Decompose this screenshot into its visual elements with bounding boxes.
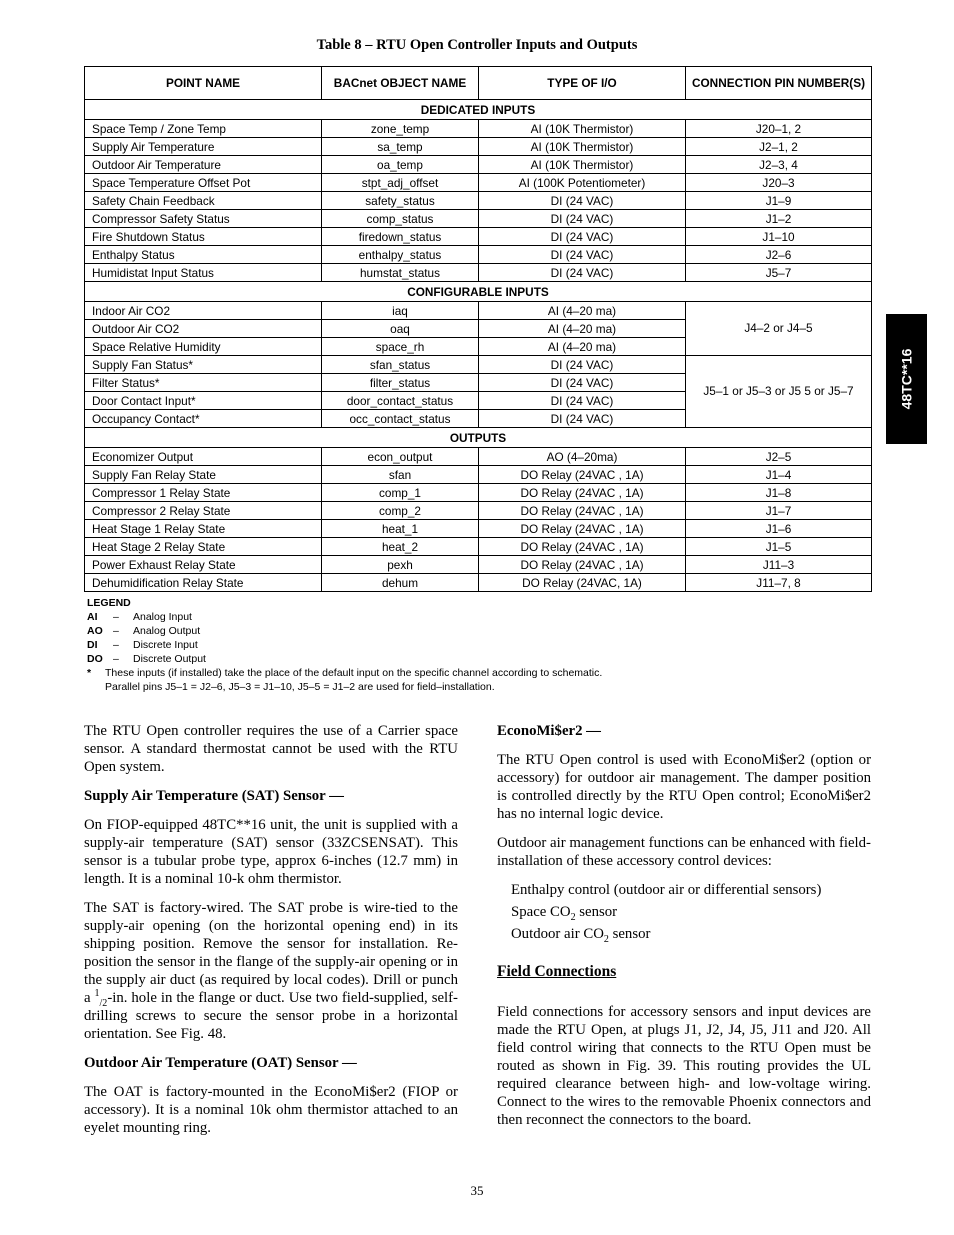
table-cell: J1–9 bbox=[686, 192, 872, 210]
table-cell: DI (24 VAC) bbox=[479, 192, 686, 210]
right-column bbox=[497, 722, 871, 1140]
accessory-item: Enthalpy control (outdoor air or differential sensors) bbox=[511, 882, 822, 898]
table-cell: Economizer Output bbox=[85, 448, 322, 466]
table-cell: DI (24 VAC) bbox=[479, 210, 686, 228]
table-cell: DI (24 VAC) bbox=[479, 356, 686, 374]
table-cell: Power Exhaust Relay State bbox=[85, 556, 322, 574]
table-cell: econ_output bbox=[322, 448, 479, 466]
table-cell: AI (4–20 ma) bbox=[479, 302, 686, 320]
paragraph: The RTU Open control is used with EconoMi$er2 (option or accessory) for outdoor air management. The damper position is controlled directly by the RTU Open control; EconoMi$er2 has no internal logic device. bbox=[497, 752, 871, 822]
table-cell: J20–3 bbox=[686, 174, 872, 192]
legend-item: DO – Discrete Output bbox=[87, 653, 206, 665]
table-cell: heat_2 bbox=[322, 538, 479, 556]
legend-item: AO – Analog Output bbox=[87, 625, 201, 637]
table-row bbox=[85, 210, 872, 228]
table-cell: J1–5 bbox=[686, 538, 872, 556]
heading-field-connections: Field Connections bbox=[497, 963, 617, 980]
table-cell: space_rh bbox=[322, 338, 479, 356]
table-cell: Space Temp / Zone Temp bbox=[85, 120, 322, 138]
table-row bbox=[85, 574, 872, 592]
paragraph: The SAT is factory-wired. The SAT probe is wire-tied to the supply-air opening (on the horizontal opening end) in its shipping position. Remove the sensor for installation. Re-position the sensor in the flange of the supply-air opening or in the supply air duct (as required by local codes). Drill or punch a $^1_{/2}$-in. hole in the flange or duct. Use two field-supplied, self-drilling screws to secure the sensor probe in a horizontal orientation. See Fig. 48. bbox=[84, 900, 458, 1042]
table-cell: DO Relay (24VAC , 1A) bbox=[479, 538, 686, 556]
table-cell: comp_status bbox=[322, 210, 479, 228]
table-cell: Compressor 1 Relay State bbox=[85, 484, 322, 502]
accessory-item: Space $CO_2$ sensor bbox=[511, 904, 618, 923]
accessory-item: Outdoor air $CO_2$ sensor bbox=[511, 926, 651, 945]
table-cell: DO Relay (24VAC, 1A) bbox=[479, 574, 686, 592]
table-cell: DO Relay (24VAC , 1A) bbox=[479, 484, 686, 502]
table-cell: J2–1, 2 bbox=[686, 138, 872, 156]
table-cell: sfan bbox=[322, 466, 479, 484]
table-cell: DO Relay (24VAC , 1A) bbox=[479, 502, 686, 520]
table-cell: Outdoor Air CO2 bbox=[85, 320, 322, 338]
table-cell: Indoor Air CO2 bbox=[85, 302, 322, 320]
table-row bbox=[85, 174, 872, 192]
table-row bbox=[85, 246, 872, 264]
header-io-type: TYPE OF I/O bbox=[479, 67, 686, 100]
paragraph: The OAT is factory-mounted in the EconoMi$er2 (FIOP or accessory). It is a nominal 10k ohm thermistor attached to an eyelet mounting ring. bbox=[84, 1084, 458, 1136]
table-cell: DO Relay (24VAC , 1A) bbox=[479, 466, 686, 484]
table-cell: pexh bbox=[322, 556, 479, 574]
table-cell: enthalpy_status bbox=[322, 246, 479, 264]
table-cell: DI (24 VAC) bbox=[479, 392, 686, 410]
heading-oat-sensor: Outdoor Air Temperature (OAT) Sensor — bbox=[84, 1055, 357, 1071]
table-cell: J2–6 bbox=[686, 246, 872, 264]
table-cell: AI (4–20 ma) bbox=[479, 338, 686, 356]
table-row bbox=[85, 556, 872, 574]
table-cell: AI (10K Thermistor) bbox=[479, 156, 686, 174]
table-cell: dehum bbox=[322, 574, 479, 592]
table-cell: iaq bbox=[322, 302, 479, 320]
table-cell: humstat_status bbox=[322, 264, 479, 282]
table-cell: Supply Fan Relay State bbox=[85, 466, 322, 484]
table-cell: firedown_status bbox=[322, 228, 479, 246]
table-cell: safety_status bbox=[322, 192, 479, 210]
table-row bbox=[85, 156, 872, 174]
legend-item: DI – Discrete Input bbox=[87, 639, 198, 651]
section-label: DEDICATED INPUTS bbox=[85, 100, 872, 120]
legend-title: LEGEND bbox=[87, 597, 131, 609]
table-cell: J11–7, 8 bbox=[686, 574, 872, 592]
table-cell: filter_status bbox=[322, 374, 479, 392]
paragraph: Outdoor air management functions can be enhanced with field-installation of these accessory control devices: bbox=[497, 835, 871, 869]
table-cell: J1–7 bbox=[686, 502, 872, 520]
table-cell: zone_temp bbox=[322, 120, 479, 138]
table-row bbox=[85, 302, 872, 320]
table-row bbox=[85, 228, 872, 246]
table-cell: Fire Shutdown Status bbox=[85, 228, 322, 246]
legend-note-line: Parallel pins J5–1 = J2–6, J5–3 = J1–10, J5–5 = J1–2 are used for field–installation. bbox=[105, 681, 495, 693]
header-connection-pin: CONNECTION PIN NUMBER(S) bbox=[686, 67, 872, 100]
legend-item: AI – Analog Input bbox=[87, 611, 192, 623]
section-side-tab: 48TC**16 bbox=[886, 314, 927, 444]
table-cell: J1–2 bbox=[686, 210, 872, 228]
table-row bbox=[85, 538, 872, 556]
table-cell: J20–1, 2 bbox=[686, 120, 872, 138]
table-cell: Compressor 2 Relay State bbox=[85, 502, 322, 520]
table-cell: stpt_adj_offset bbox=[322, 174, 479, 192]
table-cell: sa_temp bbox=[322, 138, 479, 156]
table-cell: Filter Status* bbox=[85, 374, 322, 392]
header-bacnet-object: BACnet OBJECT NAME bbox=[322, 67, 479, 100]
table-cell: Door Contact Input* bbox=[85, 392, 322, 410]
table-cell: J5–7 bbox=[686, 264, 872, 282]
table-row bbox=[85, 520, 872, 538]
table-cell: J4–2 or J4–5 bbox=[686, 302, 872, 356]
table-cell: Safety Chain Feedback bbox=[85, 192, 322, 210]
table-row bbox=[85, 448, 872, 466]
table-cell: J11–3 bbox=[686, 556, 872, 574]
table-body bbox=[85, 100, 872, 592]
legend bbox=[87, 596, 602, 694]
table-row bbox=[85, 120, 872, 138]
header-point-name: POINT NAME bbox=[85, 67, 322, 100]
table-cell: comp_2 bbox=[322, 502, 479, 520]
table-cell: Space Relative Humidity bbox=[85, 338, 322, 356]
io-table bbox=[84, 66, 872, 592]
paragraph: The RTU Open controller requires the use of a Carrier space sensor. A standard thermostat cannot be used with the RTU Open system. bbox=[84, 723, 458, 775]
table-cell: DO Relay (24VAC , 1A) bbox=[479, 520, 686, 538]
table-cell: Space Temperature Offset Pot bbox=[85, 174, 322, 192]
heading-economiser: EconoMi$er2 — bbox=[497, 723, 601, 739]
table-row bbox=[85, 484, 872, 502]
section-label: CONFIGURABLE INPUTS bbox=[85, 282, 872, 302]
table-section-row bbox=[85, 282, 872, 302]
table-cell: door_contact_status bbox=[322, 392, 479, 410]
table-row bbox=[85, 264, 872, 282]
table-cell: DI (24 VAC) bbox=[479, 246, 686, 264]
left-column bbox=[84, 722, 458, 1148]
table-row bbox=[85, 466, 872, 484]
table-cell: comp_1 bbox=[322, 484, 479, 502]
paragraph: Field connections for accessory sensors and input devices are made the RTU Open, at plugs J1, J2, J4, J5, J11 and J20. All field control wiring that connects to the RTU Open must be routed as shown in Fig. 39. This routing provides the UL required clearance between high- and low-voltage wiring. Connect to the wires to the removable Phoenix connectors and then reconnect the connectors to the board. bbox=[497, 1004, 871, 1128]
table-cell: J1–4 bbox=[686, 466, 872, 484]
table-cell: AI (10K Thermistor) bbox=[479, 138, 686, 156]
table-cell: Supply Air Temperature bbox=[85, 138, 322, 156]
table-cell: DI (24 VAC) bbox=[479, 410, 686, 428]
table-cell: Heat Stage 1 Relay State bbox=[85, 520, 322, 538]
heading-sat-sensor: Supply Air Temperature (SAT) Sensor — bbox=[84, 788, 344, 804]
legend-note: * These inputs (if installed) take the place of the default input on the specific channel according to schematic. Parallel pins J5–1 = J2–6, J5–3 = J1–10, J5–5 = J1–2 are used for field–installation. bbox=[87, 667, 603, 693]
table-cell: Compressor Safety Status bbox=[85, 210, 322, 228]
table-cell: DI (24 VAC) bbox=[479, 374, 686, 392]
table-cell: Enthalpy Status bbox=[85, 246, 322, 264]
table-row bbox=[85, 356, 872, 374]
table-cell: heat_1 bbox=[322, 520, 479, 538]
table-section-row bbox=[85, 428, 872, 448]
table-section-row bbox=[85, 100, 872, 120]
table-cell: Supply Fan Status* bbox=[85, 356, 322, 374]
table-row bbox=[85, 502, 872, 520]
table-header-row bbox=[85, 67, 872, 100]
table-cell: DO Relay (24VAC , 1A) bbox=[479, 556, 686, 574]
table-cell: J1–8 bbox=[686, 484, 872, 502]
table-cell: J2–5 bbox=[686, 448, 872, 466]
table-cell: J5–1 or J5–3 or J5 5 or J5–7 bbox=[686, 356, 872, 428]
table-cell: J1–6 bbox=[686, 520, 872, 538]
table-cell: AI (100K Potentiometer) bbox=[479, 174, 686, 192]
legend-note-line: These inputs (if installed) take the place of the default input on the specific channel according to schematic. bbox=[105, 667, 603, 679]
table-row bbox=[85, 138, 872, 156]
table-cell: oaq bbox=[322, 320, 479, 338]
table-row bbox=[85, 192, 872, 210]
table-cell: oa_temp bbox=[322, 156, 479, 174]
table-cell: AI (4–20 ma) bbox=[479, 320, 686, 338]
table-cell: J1–10 bbox=[686, 228, 872, 246]
table-cell: Humidistat Input Status bbox=[85, 264, 322, 282]
table-cell: Outdoor Air Temperature bbox=[85, 156, 322, 174]
table-cell: AO (4–20ma) bbox=[479, 448, 686, 466]
paragraph: On FIOP-equipped 48TC**16 unit, the unit is supplied with a supply-air temperature (SAT) sensor (33ZCSENSAT). This sensor is a tubular probe type, approx 6-inches (12.7 mm) in length. It is a nominal 10-k ohm thermistor. bbox=[84, 817, 458, 887]
table-cell: occ_contact_status bbox=[322, 410, 479, 428]
table-cell: J2–3, 4 bbox=[686, 156, 872, 174]
table-title: Table 8 – RTU Open Controller Inputs and Outputs bbox=[316, 37, 638, 53]
table-cell: AI (10K Thermistor) bbox=[479, 120, 686, 138]
page-number: 35 bbox=[470, 1183, 484, 1198]
table-cell: Heat Stage 2 Relay State bbox=[85, 538, 322, 556]
section-label: OUTPUTS bbox=[85, 428, 872, 448]
table-cell: Occupancy Contact* bbox=[85, 410, 322, 428]
table-cell: DI (24 VAC) bbox=[479, 228, 686, 246]
table-cell: Dehumidification Relay State bbox=[85, 574, 322, 592]
table-cell: sfan_status bbox=[322, 356, 479, 374]
table-cell: DI (24 VAC) bbox=[479, 264, 686, 282]
